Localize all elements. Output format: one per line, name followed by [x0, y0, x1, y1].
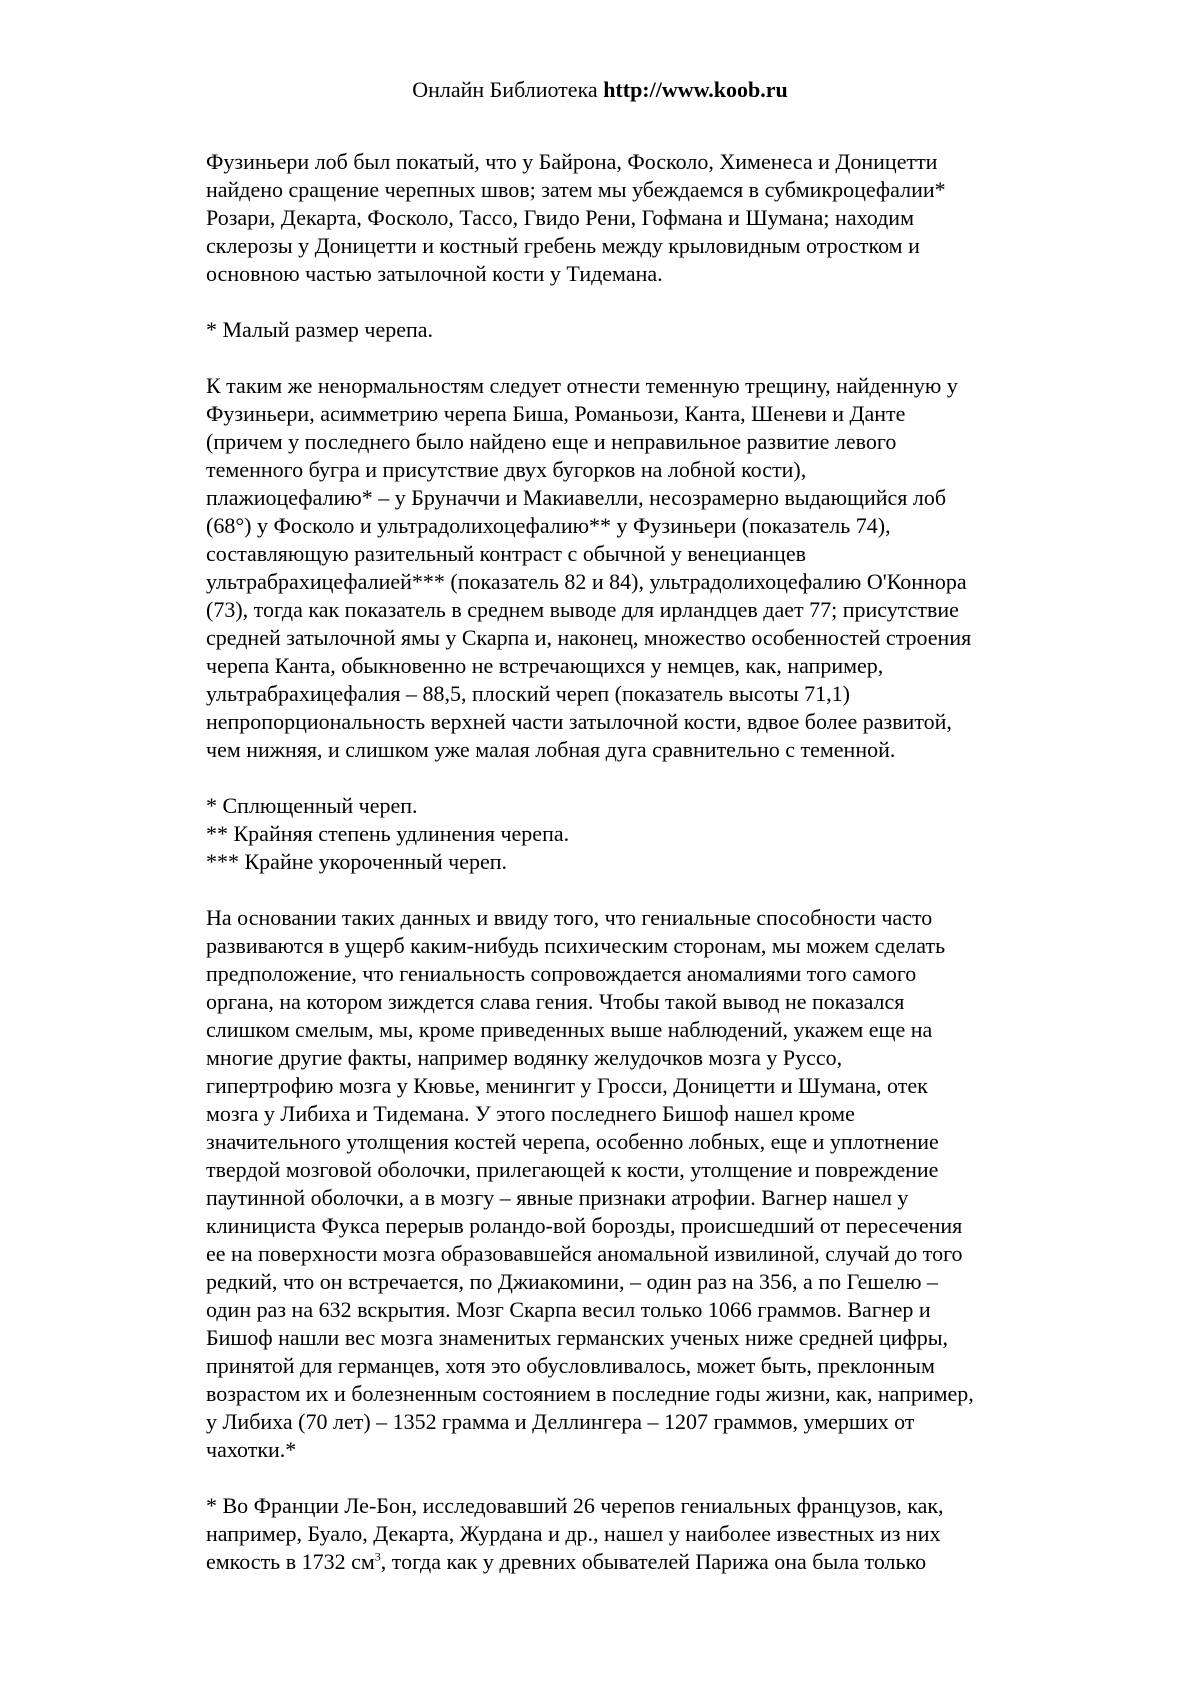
paragraph-gap [206, 1464, 1086, 1492]
footnote-line: например, Буало, Декарта, Журдана и др., нашел у наиболее известных из них [206, 1521, 941, 1546]
text-line: многие другие факты, например водянку желудочков мозга у Руссо, [206, 1045, 843, 1070]
text-line: средней затылочной ямы у Скарпа и, наконец, множество особенностей строения [206, 625, 972, 650]
footnote-text: емкость в 1732 см [206, 1549, 375, 1574]
text-line: На основании таких данных и ввиду того, что гениальные способности часто [206, 905, 933, 930]
text-line: непропорциональность верхней части затылочной кости, вдвое более развитой, [206, 709, 952, 734]
text-line: значительного утолщения костей черепа, особенно лобных, еще и уплотнение [206, 1129, 939, 1154]
footnotes-2 [206, 792, 1086, 876]
text-line: Розари, Декарта, Фосколо, Тассо, Гвидо Рени, Гофмана и Шумана; находим [206, 205, 914, 230]
text-line: Фузиньери, асимметрию черепа Биша, Романьози, Канта, Шеневи и Данте [206, 401, 906, 426]
text-line: чахотки.* [206, 1437, 297, 1462]
header-url-link[interactable]: http://www.koob.ru [603, 77, 788, 102]
text-line: найдено сращение черепных швов; затем мы убеждаемся в субмикроцефалии* [206, 177, 946, 202]
text-line: развиваются в ущерб каким-нибудь психическим сторонам, мы можем сделать [206, 933, 946, 958]
text-line: возрастом их и болезненным состоянием в последние годы жизни, как, например, [206, 1381, 974, 1406]
document-body [206, 148, 1086, 1576]
text-line: слишком смелым, мы, кроме приведенных выше наблюдений, укажем еще на [206, 1017, 933, 1042]
paragraph-2 [206, 372, 1086, 764]
text-line: плажиоцефалию* – у Бруначчи и Макиавелли, несозрамерно выдающийся лоб [206, 485, 947, 510]
text-line: Фузиньери лоб был покатый, что у Байрона, Фосколо, Хименеса и Доницетти [206, 149, 938, 174]
text-line: ее на поверхности мозга образовавшейся аномальной извилиной, случай до того [206, 1241, 963, 1266]
footnote-line: * Во Франции Ле-Бон, исследовавший 26 черепов гениальных французов, как, [206, 1493, 944, 1518]
text-line: чем нижняя, и слишком уже малая лобная дуга сравнительно с теменной. [206, 737, 896, 762]
paragraph-1 [206, 148, 1086, 288]
page-header [0, 76, 1200, 104]
text-line: черепа Канта, обыкновенно не встречающихся у немцев, как, например, [206, 653, 884, 678]
text-line: один раз на 632 вскрытия. Мозг Скарпа весил только 1066 граммов. Вагнер и [206, 1297, 931, 1322]
text-line: мозга у Либиха и Тидемана. У этого последнего Бишоф нашел кроме [206, 1101, 855, 1126]
footnote-line: *** Крайне укороченный череп. [206, 849, 508, 874]
text-line: теменного бугра и присутствие двух бугорков на лобной кости), [206, 457, 807, 482]
paragraph-gap [206, 288, 1086, 316]
text-line: клинициста Фукса перерыв роландо-вой борозды, происшедший от пересечения [206, 1213, 963, 1238]
paragraph-gap [206, 876, 1086, 904]
text-line: (73), тогда как показатель в среднем выводе для ирландцев дает 77; присутствие [206, 597, 959, 622]
footnote-3 [206, 1492, 1086, 1576]
footnote-line [206, 1548, 1086, 1576]
text-line: ультрабрахицефалия – 88,5, плоский череп (показатель высоты 71,1) [206, 681, 851, 706]
text-line: основною частью затылочной кости у Тидемана. [206, 261, 663, 286]
paragraph-gap [206, 344, 1086, 372]
text-line: паутинной оболочки, а в мозгу – явные признаки атрофии. Вагнер нашел у [206, 1185, 909, 1210]
footnote-text: , тогда как у древних обывателей Парижа она была только [380, 1549, 927, 1574]
text-line: твердой мозговой оболочки, прилегающей к кости, утолщение и повреждение [206, 1157, 939, 1182]
text-line: гипертрофию мозга у Кювье, менингит у Гросси, Доницетти и Шумана, отек [206, 1073, 928, 1098]
paragraph-gap [206, 764, 1086, 792]
text-line: принятой для германцев, хотя это обусловливалось, может быть, преклонным [206, 1353, 935, 1378]
text-line: ультрабрахицефалией*** (показатель 82 и 84), ультрадолихоцефалию О'Коннора [206, 569, 967, 594]
text-line: Бишоф нашли вес мозга знаменитых германских ученых ниже средней цифры, [206, 1325, 949, 1350]
superscript-exponent: 3 [374, 1549, 381, 1564]
text-line: редкий, что он встречается, по Джиакомини, – один раз на 356, а по Гешелю – [206, 1269, 939, 1294]
text-line: (68°) у Фосколо и ультрадолихоцефалию** у Фузиньери (показатель 74), [206, 513, 891, 538]
text-line: К таким же ненормальностям следует отнести теменную трещину, найденную у [206, 373, 958, 398]
text-line: (причем у последнего было найдено еще и неправильное развитие левого [206, 429, 897, 454]
text-line: предположение, что гениальность сопровождается аномалиями того самого [206, 961, 917, 986]
text-line: органа, на котором зиждется слава гения. Чтобы такой вывод не показался [206, 989, 905, 1014]
text-line: склерозы у Доницетти и костный гребень между крыловидным отростком и [206, 233, 920, 258]
text-line: у Либиха (70 лет) – 1352 грамма и Деллингера – 1207 граммов, умерших от [206, 1409, 915, 1434]
footnote-line: ** Крайняя степень удлинения черепа. [206, 821, 570, 846]
text-line: составляющую разительный контраст с обычной у венецианцев [206, 541, 806, 566]
footnote-line: * Сплющенный череп. [206, 793, 418, 818]
footnote-1: * Малый размер черепа. [206, 317, 434, 342]
header-library-label: Онлайн Библиотека [412, 77, 604, 102]
paragraph-3 [206, 904, 1086, 1464]
